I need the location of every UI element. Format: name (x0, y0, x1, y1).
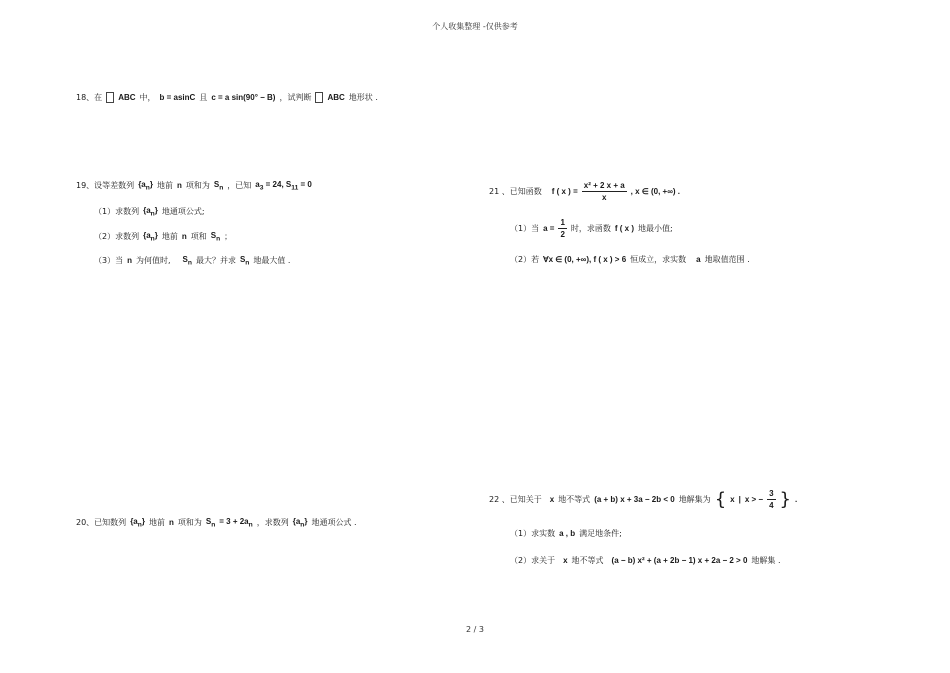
q22-p2-mid: 地不等式 (571, 556, 604, 565)
q22-x: x (549, 495, 555, 504)
q19-p1-sequence: $\{a_n\}$ (143, 206, 158, 218)
question-19 (76, 180, 312, 192)
right-brace-icon: } (779, 489, 791, 510)
page-number: 2 / 3 (466, 625, 484, 634)
question-18 (76, 92, 378, 103)
q19-lead: 19、设等差数列 (76, 181, 135, 191)
triangle-symbol-icon (106, 92, 114, 103)
q20-text-rest: ，求数列 (256, 518, 289, 528)
q21-p1-mid: 时，求函数 (570, 224, 611, 233)
q19-condition: $a_3 = 24$, $S_{11} = 0$ (255, 180, 312, 192)
q19-p3-sum: $S_n$ (182, 255, 192, 267)
q19-p3-n: n (127, 256, 132, 266)
q22-set-end: . (795, 495, 798, 504)
q19-p3-mid2: 最大？并求 (195, 256, 236, 266)
q22-mid: 地不等式 (558, 495, 591, 504)
q19-sequence: $\{a_n\}$ (138, 180, 153, 192)
q21-function-name: f ( x ) = (551, 187, 578, 196)
q21-p1-end: 地最小值; (638, 224, 673, 233)
q19-text-mid2: 项和为 (185, 181, 210, 191)
q20-sum: $S_n$ (205, 517, 216, 529)
q20-n: n (168, 518, 174, 528)
q19-part-2 (94, 231, 232, 243)
q19-p3-mid: 为何值时, (135, 256, 171, 266)
q19-p1-label: （1）求数列 (94, 207, 140, 217)
q19-p2-end: ； (224, 232, 233, 242)
q22-inequality: (a + b) x + 3a − 2b < 0 (594, 495, 675, 504)
q19-sum: $S_n$ (213, 180, 224, 192)
q22-set-bar: | (738, 495, 741, 504)
q18-text-try: ，试判断 (279, 93, 312, 102)
q20-sequence: $\{a_n\}$ (130, 517, 145, 529)
q22-p1-ab: a , b (559, 529, 576, 538)
q21-p1-fraction: $\frac{1}{2}$ (560, 218, 565, 239)
q19-p2-label: （2）求数列 (94, 232, 140, 242)
left-brace-icon: { (714, 489, 727, 510)
q18-text-qie: 且 (199, 93, 208, 102)
page-header: 个人收集整理 -仅供参考 (432, 22, 518, 31)
q22-p2-inequality: (a − b) x² + (a + 2b − 1) x + 2a − 2 > 0 (611, 556, 748, 565)
q18-condition-1: b = asinC (159, 93, 196, 102)
q21-lead: 21 、已知函数 (489, 187, 542, 196)
q18-text-zhong: 中， (139, 93, 156, 102)
q21-part-1 (510, 217, 673, 240)
q18-condition-2: c = a sin(90° − B) (211, 93, 276, 102)
q22-set-var: x (730, 495, 735, 504)
q22-p1-end: 满足地条件; (579, 529, 622, 538)
question-21 (489, 180, 680, 203)
q22-mid2: 地解集为 (678, 495, 711, 504)
q22-p2-end: 地解集 . (751, 556, 781, 565)
q20-text-mid2: 项和为 (177, 518, 202, 528)
q22-p1-label: （1）求实数 (510, 529, 556, 538)
q19-text-known: ，已知 (227, 181, 252, 191)
q22-p2-x: x (563, 556, 568, 565)
q19-p2-mid: 地前 (161, 232, 178, 242)
q19-p2-n: n (181, 232, 187, 242)
q21-p1-fx: f ( x ) (614, 224, 634, 233)
q18-triangle-label-2: ABC (327, 93, 345, 102)
q21-domain: , x ∈ (0, +∞) . (630, 187, 681, 196)
q19-p2-sequence: $\{a_n\}$ (143, 231, 158, 243)
question-20 (76, 517, 357, 529)
q20-lead: 20、已知数列 (76, 518, 127, 528)
q21-p1-a: a = (543, 224, 555, 233)
q19-text-mid: 地前 (156, 181, 173, 191)
q22-p2-label: （2）求关于 (510, 556, 556, 565)
q18-triangle-label: ABC (118, 93, 136, 102)
q19-p3-sum-2: $S_n$ (239, 255, 250, 267)
q22-part-2 (510, 555, 781, 566)
q21-p2-a: a (696, 255, 701, 264)
q22-lead: 22 、已知关于 (489, 495, 542, 504)
q18-number: 18、在 (76, 93, 103, 102)
q19-p3-label: （3）当 (94, 256, 124, 266)
q21-part-2 (510, 254, 750, 265)
q21-p2-label: （2）若 (510, 255, 540, 264)
q21-p2-mid: 恒成立，求实数 (630, 255, 687, 264)
q22-set-condition: x > − (744, 495, 764, 504)
q21-p2-end: 地取值范围 . (704, 255, 750, 264)
q19-p2-sum: $S_n$ (210, 231, 221, 243)
q19-part-3 (94, 255, 290, 267)
q20-text-end: 地通项公式 . (311, 518, 357, 528)
q22-part-1 (510, 528, 622, 539)
q20-equation: = $3 + 2a_n$ (219, 517, 253, 529)
q21-fraction: $\frac{\text{x² + 2 x + a}}{x}$ (583, 181, 625, 202)
q21-p2-condition: ∀x ∈ (0, +∞), f ( x ) > 6 (543, 255, 627, 264)
q19-p2-mid2: 项和 (190, 232, 207, 242)
q18-text-end: 地形状 . (348, 93, 378, 102)
q19-p3-end: 地最大值 . (253, 256, 291, 266)
question-22 (489, 488, 797, 511)
q19-p1-end: 地通项公式; (161, 207, 205, 217)
q19-n: n (176, 181, 182, 191)
triangle-symbol-icon (315, 92, 323, 103)
q20-sequence-2: $\{a_n\}$ (292, 517, 308, 529)
q22-set-fraction: $\frac{3}{4}$ (769, 489, 774, 510)
q20-text-mid: 地前 (148, 518, 165, 528)
q21-p1-label: （1）当 (510, 224, 540, 233)
q19-part-1 (94, 206, 205, 218)
